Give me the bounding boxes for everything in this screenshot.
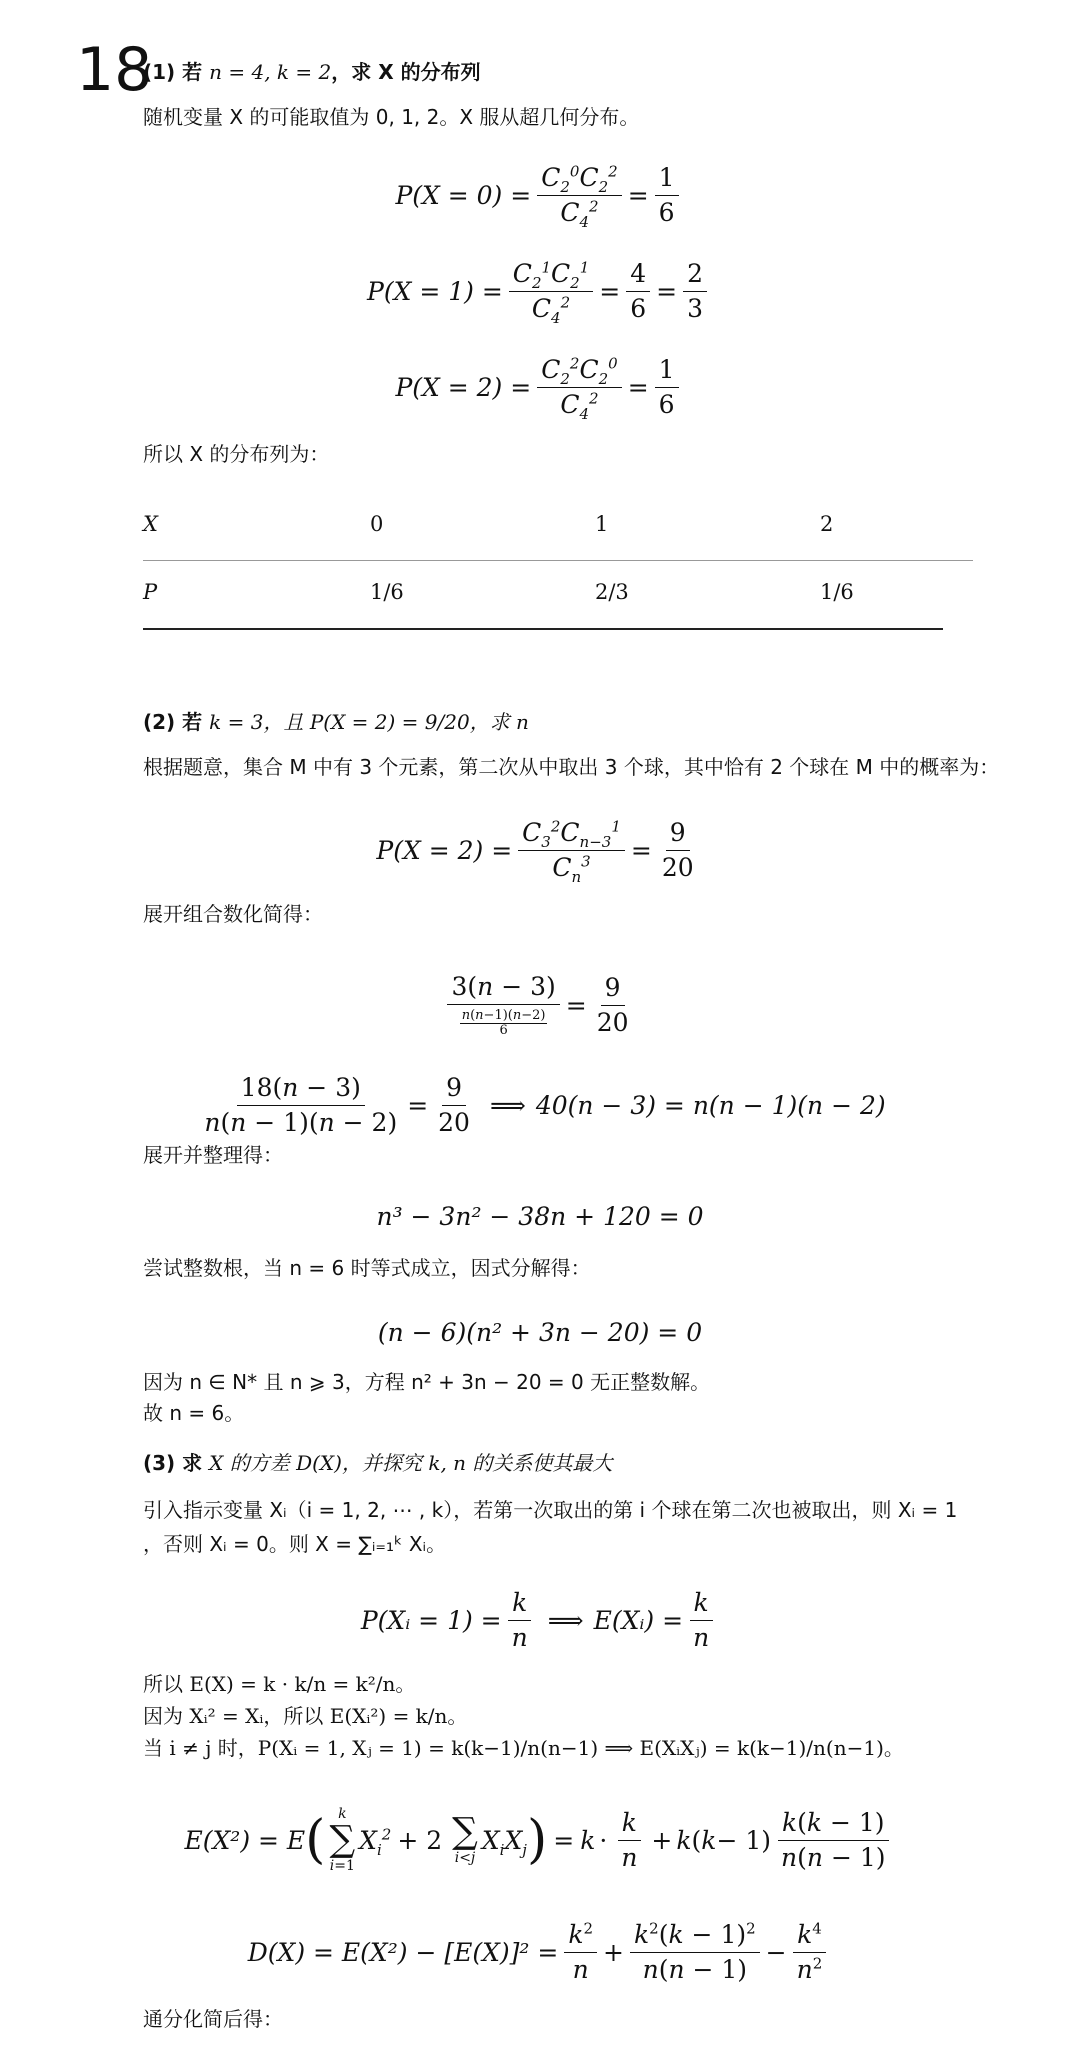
part2-reason: 因为 n ∈ N* 且 n ⩾ 3，方程 n² + 3n − 20 = 0 无正整数解。 [143, 1370, 711, 1394]
part1-heading-label: (1) 若 [143, 60, 203, 84]
table-cell: 1/6 [820, 580, 854, 604]
distribution-table [143, 500, 973, 650]
simplify-intro: 展开组合数化简得： [143, 902, 323, 926]
root-intro: 尝试整数根，当 n = 6 时等式成立，因式分解得： [143, 1256, 591, 1280]
eq-part2-main-left: P(X = 2) = [376, 835, 513, 865]
expand-intro: 展开并整理得： [143, 1143, 283, 1167]
part2-heading-math: k = 3，且 P(X = 2) = 9/20，求 n [209, 710, 529, 734]
part3-intro-line2: ，否则 Xᵢ = 0。则 X = ∑ᵢ₌₁ᵏ Xᵢ。 [143, 1532, 447, 1556]
eq-factored: (n − 6)(n² + 3n − 20) = 0 [377, 1317, 703, 1347]
table-row-label-x: X [143, 512, 158, 536]
eq-ex2-left: E(X²) = E [184, 1825, 306, 1855]
table-cell: 1 [595, 512, 609, 536]
part1-intro: 随机变量 X 的可能取值为 0, 1, 2。X 服从超几何分布。 [143, 105, 640, 129]
final-intro: 通分化简后得： [143, 2007, 283, 2031]
part2-heading [143, 706, 529, 735]
eq-indicator-left: P(Xᵢ = 1) = [360, 1605, 502, 1635]
eq-dx: D(X) = E(X²) − [E(X)]² = $\frac{k^2}{n}$ + $\frac{k^2(k - 1)^2}{n(n - 1)}$ − $\frac{k^4}{n^2}$ [0, 1910, 1080, 1995]
part3-intro-line1: 引入指示变量 Xᵢ（i = 1, 2, ⋯ , k），若第一次取出的第 i 个球在第二次也被取出，则 Xᵢ = 1 [143, 1498, 958, 1522]
eq-p-x2: P(X = 2) = $\frac{C_2^2C_2^0}{C_4^2}$ = $\frac{1}{6}$ [0, 352, 1080, 422]
eq-p-x0: P(X = 0) = $\frac{C_2^0C_2^2}{C_4^2}$ = $\frac{1}{6}$ [0, 160, 1080, 230]
part2-heading-label: (2) 若 [143, 710, 203, 734]
eq-cubic: n³ − 3n² − 38n + 120 = 0 [376, 1201, 704, 1231]
eq-simplify: $\frac{3(n - 3)}{\frac{n(n-1)(n-2)}{6}}$ = $\frac{9}{20}$ [0, 955, 1080, 1055]
line-ex: 所以 E(X) = k · k/n = k²/n。 [143, 1672, 416, 1696]
eq-p-x1-left: P(X = 1) = [367, 276, 503, 306]
part1-heading-math: n = 4, k = 2 [209, 60, 332, 84]
part1-heading-tail: ，求 X 的分布列 [331, 60, 481, 84]
eq-implies-right: 40(n − 3) = n(n − 1)(n − 2) [535, 1090, 886, 1120]
table-bottom-rule [143, 628, 943, 630]
eq-dx-left: D(X) = E(X²) − [E(X)]² = [247, 1938, 559, 1967]
line-exixj: 当 i ≠ j 时，P(Xᵢ = 1, Xⱼ = 1) = k(k−1)/n(n−1) ⟹ E(XᵢXⱼ) = k(k−1)/n(n−1)。 [143, 1736, 904, 1760]
table-row-label-p: P [143, 580, 158, 604]
part1-heading [143, 56, 481, 85]
part3-heading-math: X 的方差 D(X)，并探究 k, n 的关系使其最大 [209, 1451, 613, 1475]
problem-number: 18 [76, 35, 153, 105]
line-exi2: 因为 Xᵢ² = Xᵢ，所以 E(Xᵢ²) = k/n。 [143, 1704, 468, 1728]
part3-heading-label: (3) 求 [143, 1451, 203, 1475]
table-cell: 0 [370, 512, 384, 536]
part2-conclusion: 故 n = 6。 [143, 1401, 245, 1425]
table-divider [143, 560, 973, 561]
table-intro: 所以 X 的分布列为： [143, 442, 330, 466]
eq-p-x2-left: P(X = 2) = [395, 372, 532, 402]
eq-ex2: E(X²) = E ( k ∑ i=1 $X_i^2$ + 2 ∑ i<j $X_iX_j$ ) = k · $\frac{k}{n}$ + k ( k − 1) $\frac{k(k - 1)}{n(n - 1)}$ [0, 1790, 1080, 1890]
eq-part2-main: P(X = 2) = $\frac{C_3^2C_{n-3}^1}{C_n^3}$ = $\frac{9}{20}$ [376, 817, 694, 886]
eq-indicator: P(Xᵢ = 1) = $\frac{k}{n}$ ⟹ E(Xᵢ) = $\frac{k}{n}$ [0, 1580, 1080, 1660]
table-cell: 2/3 [595, 580, 629, 604]
eq-p-x1: P(X = 1) = $\frac{C_2^1C_2^1}{C_4^2}$ = $\frac{4}{6}$ = $\frac{2}{3}$ [0, 256, 1080, 326]
part3-heading [143, 1447, 612, 1476]
part2-intro: 根据题意，集合 M 中有 3 个元素，第二次从中取出 3 个球，其中恰有 2 个球在 M 中的概率为： [143, 755, 1000, 779]
eq-p-x0-left: P(X = 0) = [395, 180, 532, 210]
table-cell: 1/6 [370, 580, 404, 604]
table-cell: 2 [820, 512, 834, 536]
eq-implies: $\frac{18(n - 3)}{n(n - 1)(n - 2)}$ = $\frac{9}{20}$ ⟹ 40(n − 3) = n(n − 1)(n − 2) [204, 1072, 886, 1137]
eq-indicator-right: E(Xᵢ) = [593, 1605, 684, 1635]
